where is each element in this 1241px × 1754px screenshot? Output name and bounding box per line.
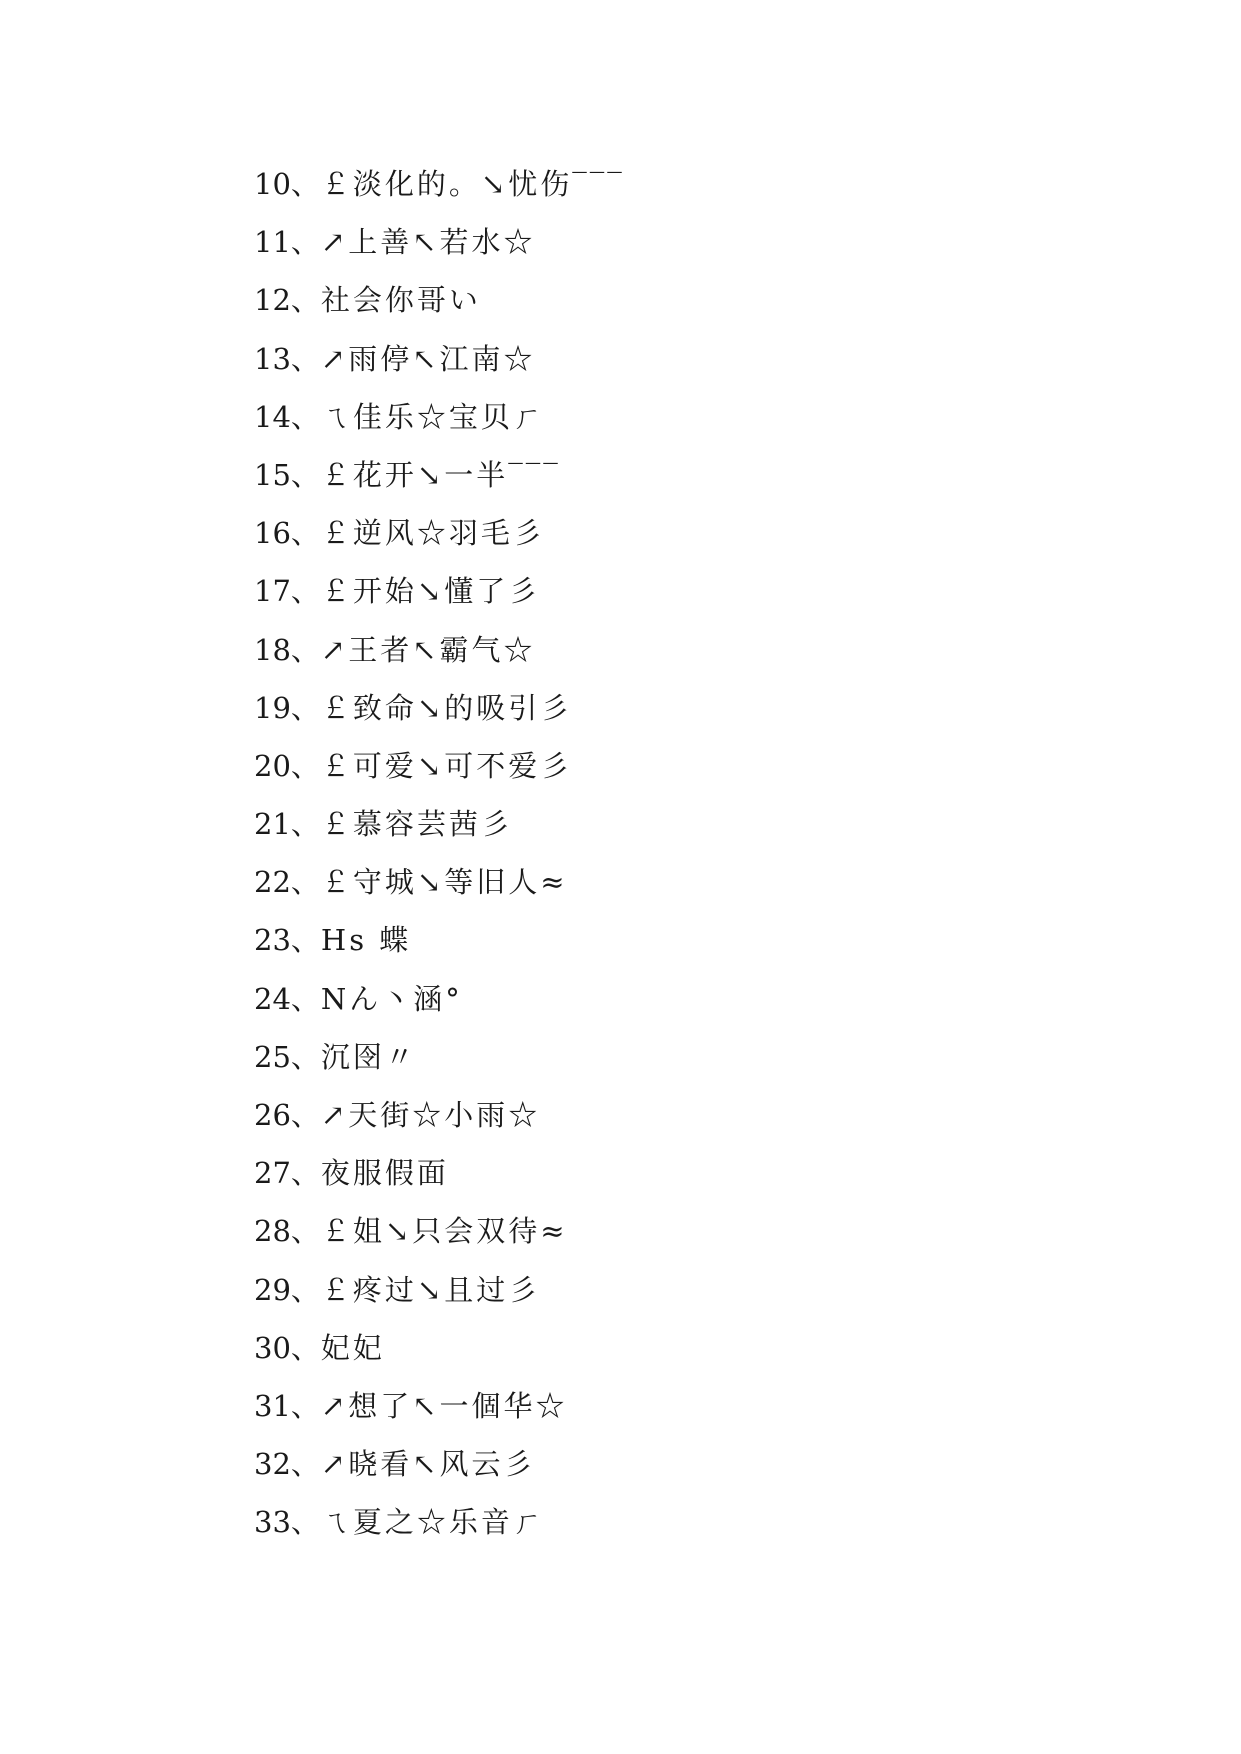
- item-text: ↗上善↖若水☆: [320, 225, 536, 260]
- item-number: 30: [254, 1330, 291, 1365]
- item-number: 31: [254, 1388, 291, 1423]
- list-item: [254, 1435, 625, 1493]
- item-number: 18: [254, 632, 291, 667]
- item-separator: 、: [290, 1330, 320, 1365]
- item-number: 27: [254, 1156, 291, 1191]
- item-separator: 、: [290, 399, 320, 434]
- item-number: 32: [254, 1447, 291, 1482]
- item-separator: 、: [290, 283, 320, 318]
- list-item: [254, 737, 625, 795]
- item-separator: 、: [290, 1039, 320, 1074]
- item-text: ㄟ佳乐☆宝贝ㄏ: [320, 399, 545, 434]
- list-item: [254, 1028, 625, 1086]
- item-text: ↗天街☆小雨☆: [320, 1098, 541, 1132]
- item-separator: 、: [290, 1388, 320, 1423]
- item-separator: 、: [290, 516, 320, 551]
- list-item: [254, 330, 625, 388]
- item-number: 25: [254, 1039, 291, 1074]
- item-text: ￡姐↘只会双待≈: [320, 1214, 568, 1249]
- item-text: ↗想了↖一個华☆: [320, 1388, 568, 1423]
- item-number: 11: [254, 225, 291, 260]
- item-text: ↗雨停↖江南☆: [320, 341, 536, 376]
- item-number: 16: [254, 516, 291, 551]
- item-text: ￡守城↘等旧人≈: [320, 865, 568, 900]
- item-separator: 、: [290, 167, 320, 201]
- item-number: 17: [254, 574, 291, 609]
- item-number: 10: [254, 167, 291, 201]
- item-separator: 、: [290, 457, 320, 492]
- list-item: [254, 271, 625, 329]
- item-separator: 、: [290, 225, 320, 260]
- item-separator: 、: [290, 1447, 320, 1482]
- list-item: [254, 970, 625, 1028]
- item-number: 19: [254, 690, 291, 725]
- item-separator: 、: [290, 690, 320, 725]
- item-number: 29: [254, 1272, 291, 1307]
- item-text: ￡可爱↘可不爱彡: [320, 748, 573, 783]
- item-text: ￡致命↘的吸引彡: [320, 690, 573, 725]
- item-text: 沉囹〃: [320, 1039, 417, 1074]
- item-text: ￡疼过↘且过彡: [320, 1272, 541, 1307]
- list-item: [254, 213, 625, 271]
- item-number: 22: [254, 865, 291, 900]
- list-item: [254, 1261, 625, 1319]
- item-text: ↗晓看↖风云彡: [320, 1447, 536, 1482]
- item-number: 20: [254, 748, 291, 783]
- item-separator: 、: [290, 865, 320, 900]
- item-separator: 、: [290, 1098, 320, 1132]
- item-number: 26: [254, 1098, 291, 1132]
- list-item: [254, 562, 625, 620]
- item-number: 28: [254, 1214, 291, 1249]
- item-number: 21: [254, 807, 291, 842]
- list-item: [254, 1319, 625, 1377]
- item-number: 33: [254, 1505, 291, 1540]
- list-item: [254, 911, 625, 969]
- item-text: Nん丶涵°: [320, 981, 463, 1016]
- list-item: [254, 1202, 625, 1260]
- item-text: ￡开始↘懂了彡: [320, 574, 541, 609]
- item-text: ￡慕容芸茜彡: [320, 807, 513, 842]
- item-separator: 、: [290, 981, 320, 1016]
- item-text: ↗王者↖霸气☆: [320, 632, 536, 667]
- item-text: Hs 蝶: [320, 923, 412, 958]
- item-number: 23: [254, 923, 291, 958]
- item-text: ￡花开↘一半‾‾‾: [320, 457, 561, 492]
- list-item: [254, 388, 625, 446]
- list-item: [254, 679, 625, 737]
- item-separator: 、: [290, 632, 320, 667]
- item-number: 12: [254, 283, 291, 318]
- item-text: 妃妃: [320, 1330, 385, 1365]
- item-text: ㄟ夏之☆乐音ㄏ: [320, 1505, 545, 1540]
- name-list: [254, 155, 625, 1552]
- item-separator: 、: [290, 1156, 320, 1191]
- item-number: 24: [254, 981, 291, 1016]
- item-text: ￡淡化的。↘忧伤‾‾‾: [320, 167, 625, 201]
- item-separator: 、: [290, 1505, 320, 1540]
- list-item: [254, 795, 625, 853]
- list-item: [254, 155, 625, 213]
- item-number: 15: [254, 457, 291, 492]
- item-separator: 、: [290, 923, 320, 958]
- item-separator: 、: [290, 574, 320, 609]
- item-number: 13: [254, 341, 291, 376]
- item-text: 夜服假面: [320, 1156, 449, 1191]
- list-item: [254, 1377, 625, 1435]
- item-text: 社会你哥い: [320, 283, 481, 318]
- item-text: ￡逆风☆羽毛彡: [320, 516, 545, 551]
- list-item: [254, 853, 625, 911]
- item-separator: 、: [290, 1272, 320, 1307]
- list-item: [254, 621, 625, 679]
- item-separator: 、: [290, 807, 320, 842]
- list-item: [254, 446, 625, 504]
- item-separator: 、: [290, 1214, 320, 1249]
- list-item: [254, 1493, 625, 1551]
- item-separator: 、: [290, 748, 320, 783]
- item-separator: 、: [290, 341, 320, 376]
- list-item: [254, 1144, 625, 1202]
- list-item: [254, 1086, 625, 1144]
- item-number: 14: [254, 399, 291, 434]
- list-item: [254, 504, 625, 562]
